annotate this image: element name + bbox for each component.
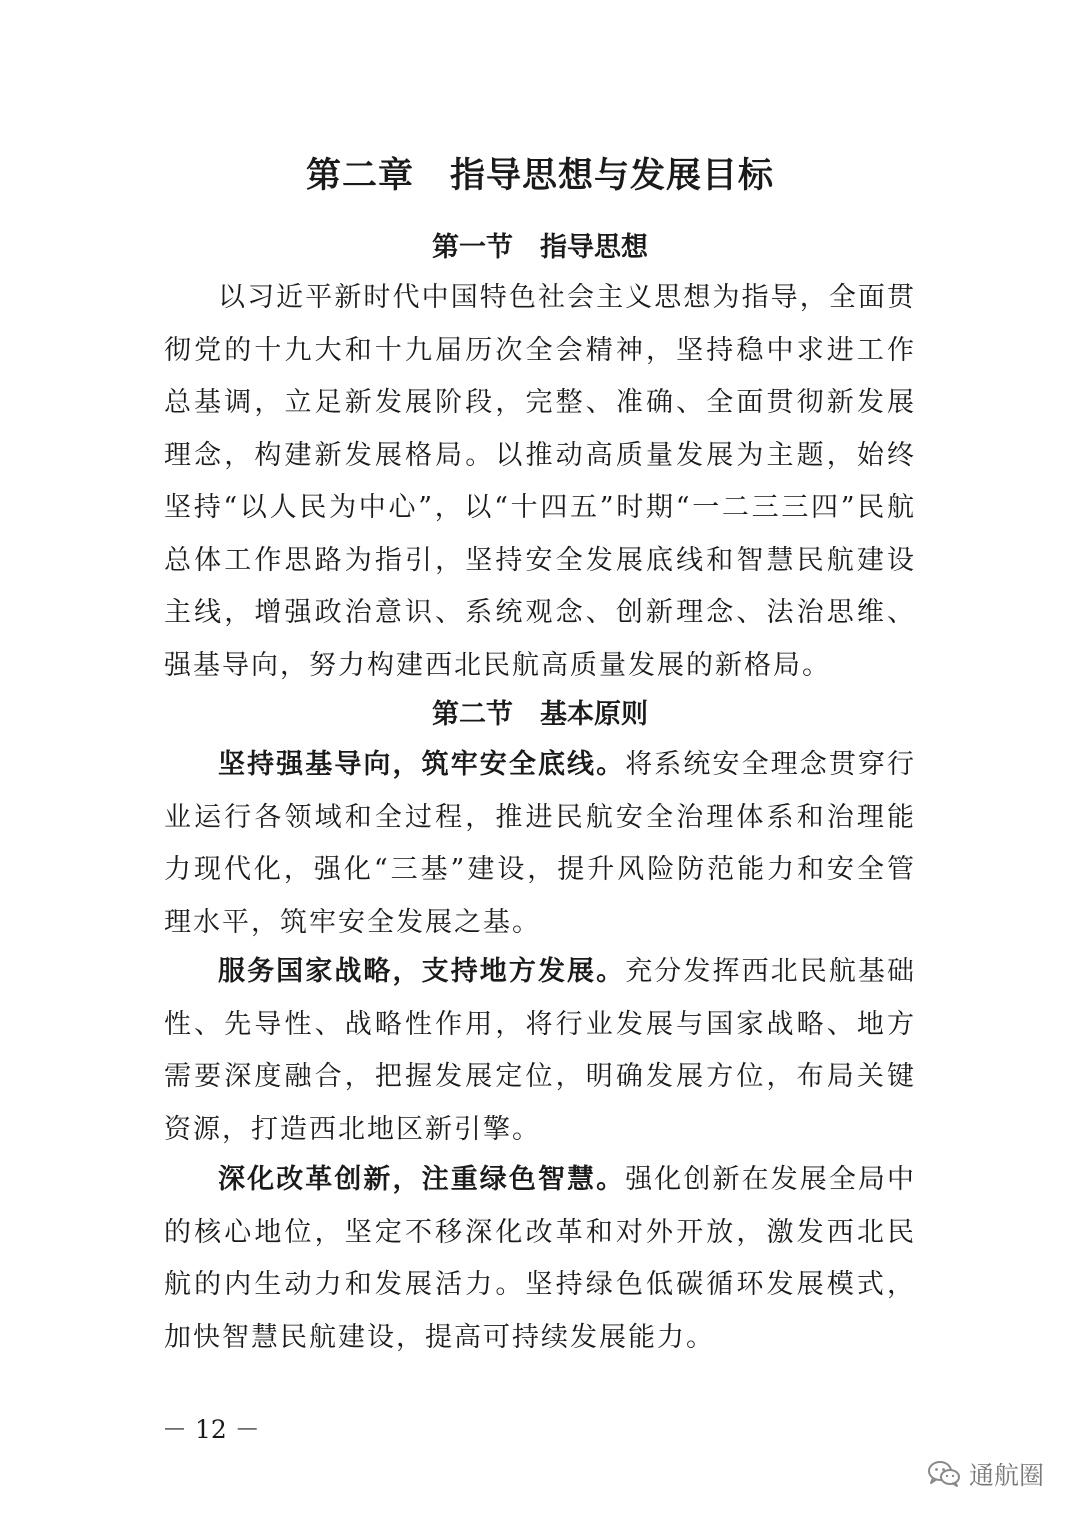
- paragraph-text: 强化创新在发展全局中的核心地位，坚定不移深化改革和对外开放，激发西北民航的内生动力和发展活力。坚持绿色低碳循环发展模式，加快智慧民航建设，提高可持续发展能力。: [164, 1164, 917, 1353]
- watermark-text: 通航圈: [968, 1461, 1044, 1490]
- section-title-basic-principles: 第二节 基本原则: [432, 699, 648, 730]
- chapter-title: 第二章 指导思想与发展目标: [305, 155, 774, 196]
- paragraph-principle-innovation: [164, 1154, 916, 1364]
- section-title-guiding-thought: 第一节 指导思想: [432, 232, 648, 263]
- paragraph-text: 以习近平新时代中国特色社会主义思想为指导，全面贯彻党的十九大和十九届历次全会精神，坚持稳中求进工作总基调，立足新发展阶段，完整、准确、全面贯彻新发展理念，构建新发展格局。以推动高质量发展为主题，始终坚持“以人民为中心”，以“十四五”时期“一二三三四”民航总体工作思路为指引，坚持安全发展底线和智慧民航建设主线，增强政治意识、系统观念、创新理念、法治思维、强基导向，努力构建西北民航高质量发展的新格局。: [164, 282, 916, 681]
- paragraph-text: 充分发挥西北民航基础性、先导性、战略性作用，将行业发展与国家战略、地方需要深度融合，把握发展定位，明确发展方位，布局关键资源，打造西北地区新引擎。: [164, 956, 917, 1145]
- paragraph-lead: 服务国家战略，支持地方发展。: [218, 956, 626, 987]
- paragraph-principle-strategy: [164, 946, 916, 1156]
- watermark: [927, 1456, 1044, 1492]
- paragraph-lead: 深化改革创新，注重绿色智慧。: [218, 1164, 626, 1195]
- page-number: － 12 －: [162, 1415, 260, 1444]
- paragraph-text: 将系统安全理念贯穿行业运行各领域和全过程，推进民航安全治理体系和治理能力现代化，强化“三基”建设，提升风险防范能力和安全管理水平，筑牢安全发展之基。: [164, 749, 917, 938]
- wechat-icon: [927, 1460, 961, 1488]
- paragraph-lead: 坚持强基导向，筑牢安全底线。: [218, 749, 626, 780]
- paragraph-guiding-thought: [164, 272, 916, 692]
- paragraph-principle-safety: [164, 739, 916, 949]
